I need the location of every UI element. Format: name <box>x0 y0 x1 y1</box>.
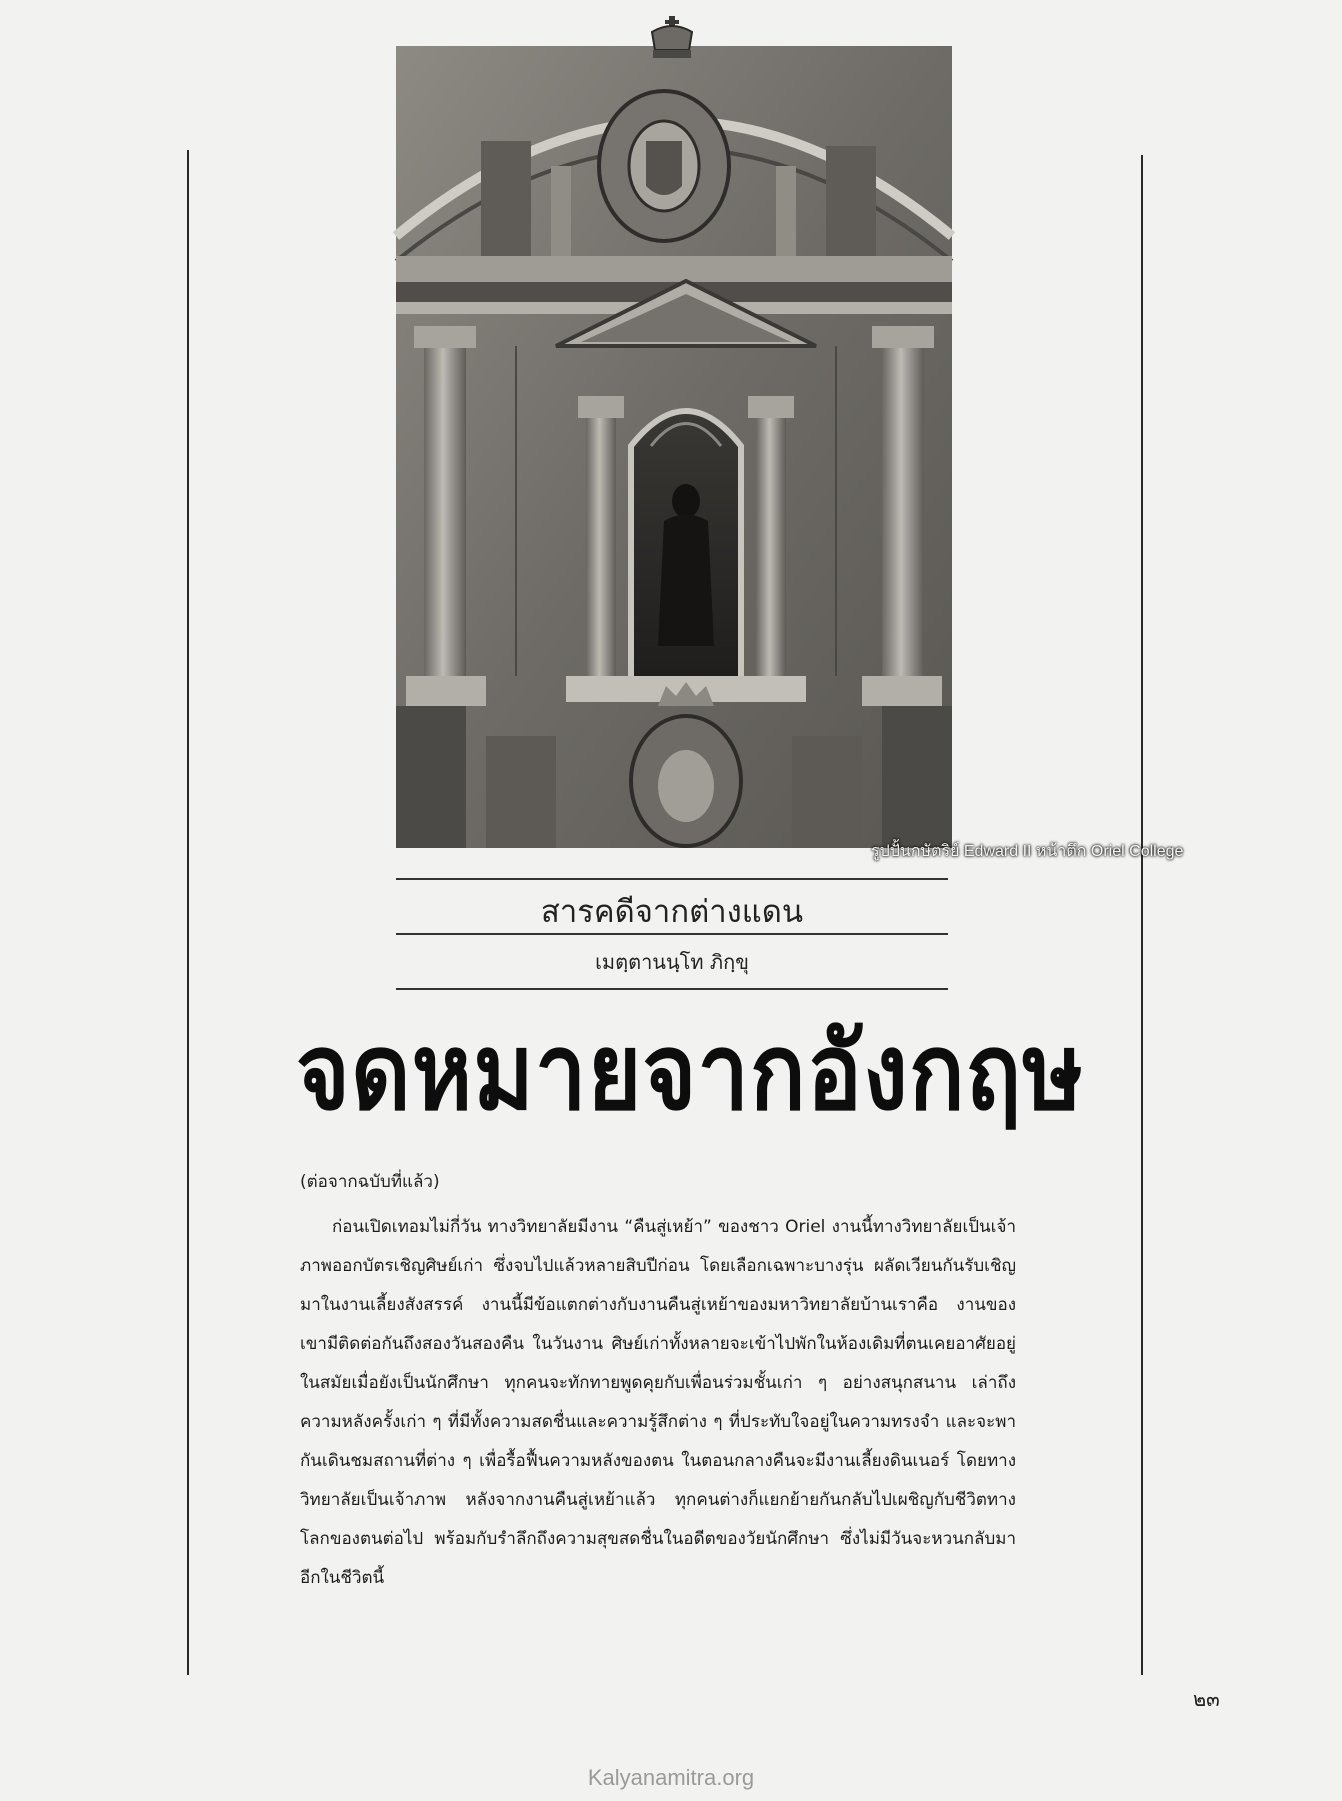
continued-note: (ต่อจากฉบับที่แล้ว) <box>300 1172 440 1192</box>
facade-illustration <box>396 46 952 848</box>
photo-caption: รูปปั้นกษัตริย์ Edward II หน้าตึก Oriel College <box>871 843 1184 860</box>
column-title: สารคดีจากต่างแดน <box>540 894 804 930</box>
header-rule-bottom <box>396 988 948 990</box>
header-rule-middle <box>396 933 948 935</box>
article-paragraph: ก่อนเปิดเทอมไม่กี่วัน ทางวิทยาลัยมีงาน “คืนสู่เหย้า” ของชาว Oriel งานนี้ทางวิทยาลัยเป็นเจ้าภาพออกบัตรเชิญศิษย์เก่า ซึ่งจบไปแล้วหลายสิบปีก่อน โดยเลือกเฉพาะบางรุ่น ผลัดเวียนกันรับเชิญมาในงานเลี้ยงสังสรรค์ งานนี้มีข้อแตกต่างกับงานคืนสู่เหย้าของมหาวิทยาลัยบ้านเราคือ งานของเขามีติดต่อกันถึงสองวันสองคืน ในวันงาน ศิษย์เก่าทั้งหลายจะเข้าไปพักในห้องเดิมที่ตนเคยอาศัยอยู่ในสมัยเมื่อยังเป็นนักศึกษา ทุกคนจะทักทายพูดคุยกับเพื่อนร่วมชั้นเก่า ๆ อย่างสนุกสนาน เล่าถึงความหลังครั้งเก่า ๆ ที่มีทั้งความสดชื่นและความรู้สึกต่าง ๆ ที่ประทับใจอยู่ในความทรงจำ และจะพากันเดินชมสถานที่ต่าง ๆ เพื่อรื้อฟื้นความหลังของตน ในตอนกลางคืนจะมีงานเลี้ยงดินเนอร์ โดยทางวิทยาลัยเป็นเจ้าภาพ หลังจากงานคืนสู่เหย้าแล้ว ทุกคนต่างก็แยกย้ายกันกลับไปเผชิญกับชีวิตทางโลกของตนต่อไป พร้อมกับรำลึกถึงความสุขสดชื่นในอดีตของวัยนักศึกษา ซึ่งไม่มีวันจะหวนกลับมาอีกในชีวิตนี้ <box>300 1217 1016 1588</box>
facade-photo <box>396 46 1184 860</box>
left-margin-rule <box>187 150 189 1675</box>
watermark-text: Kalyanamitra.org <box>587 1765 755 1790</box>
right-margin-rule <box>1141 155 1143 1675</box>
article-title: จดหมายจากอังกฤษ <box>295 1010 1084 1134</box>
author-name: เมตฺตานนฺโท ภิกฺขุ <box>595 950 749 974</box>
page-number: ๒๓ <box>1193 1687 1220 1711</box>
header-rule-top <box>396 878 948 880</box>
crown-ornament <box>649 16 695 60</box>
